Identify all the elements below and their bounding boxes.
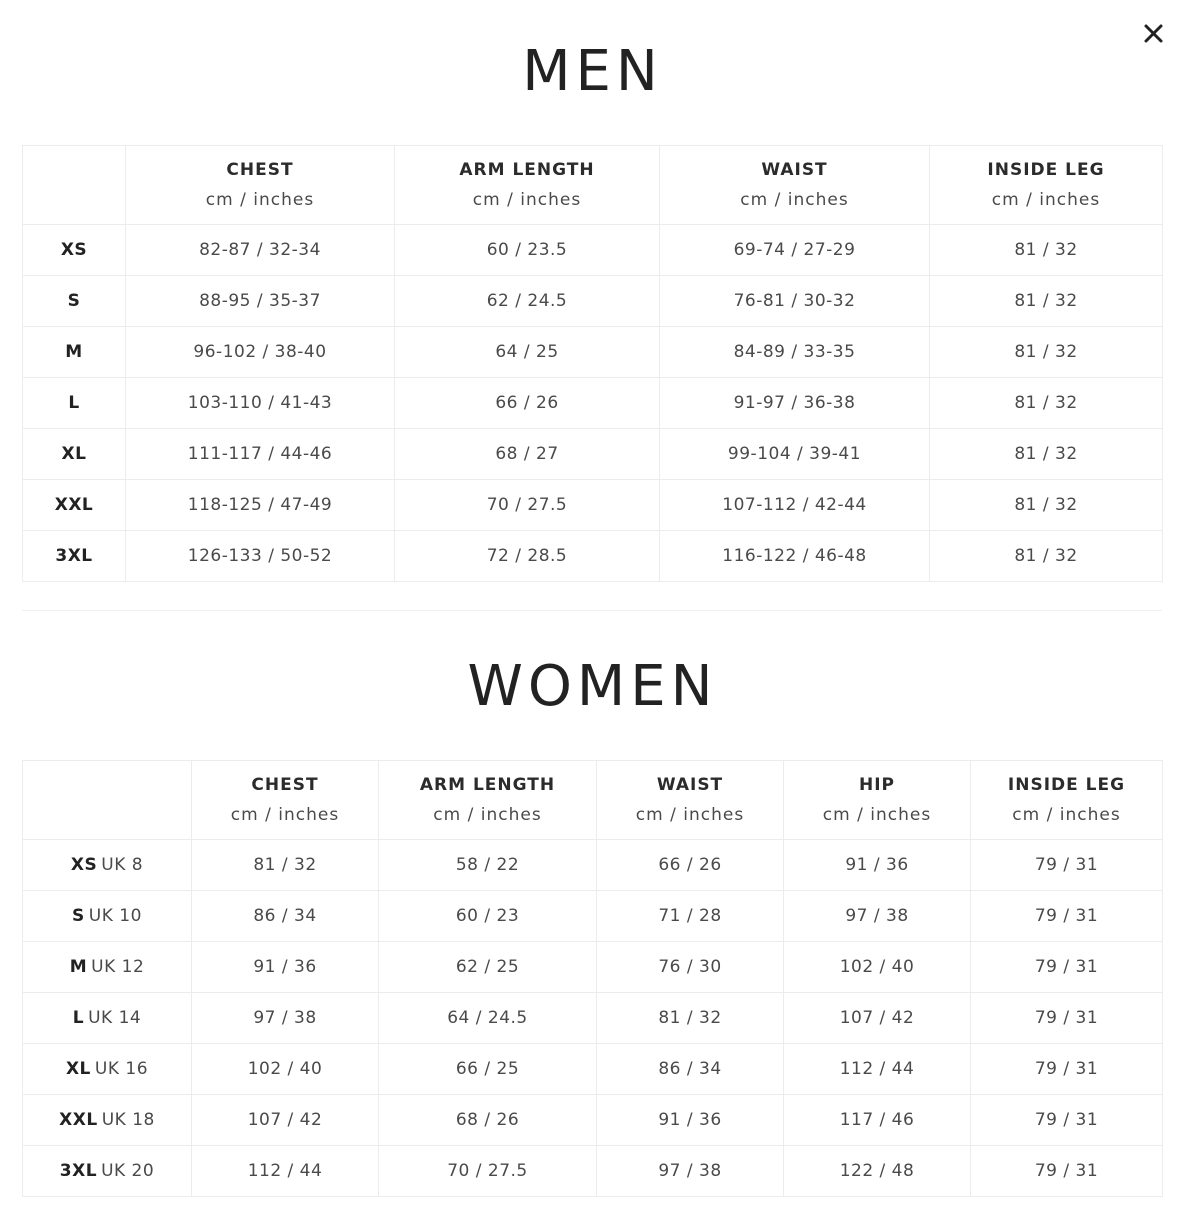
table-row xyxy=(23,225,1163,276)
men-size-table xyxy=(22,145,1163,582)
table-row xyxy=(23,276,1163,327)
size-code: XL xyxy=(61,444,87,464)
section-divider xyxy=(22,610,1162,611)
waist-value: 91-97 / 36-38 xyxy=(660,378,930,429)
size-label xyxy=(23,276,126,327)
waist-value: 107-112 / 42-44 xyxy=(660,480,930,531)
arm-length-value: 68 / 27 xyxy=(395,429,660,480)
inside-leg-value: 81 / 32 xyxy=(930,225,1163,276)
waist-value: 76-81 / 30-32 xyxy=(660,276,930,327)
women-header-hip xyxy=(784,761,971,840)
women-header-chest xyxy=(192,761,379,840)
inside-leg-value: 81 / 32 xyxy=(930,276,1163,327)
size-label xyxy=(23,1044,192,1095)
size-label xyxy=(23,480,126,531)
column-label: HIP xyxy=(858,775,895,795)
chest-value: 118-125 / 47-49 xyxy=(126,480,395,531)
size-code: 3XL xyxy=(59,1161,98,1181)
chest-value: 102 / 40 xyxy=(192,1044,379,1095)
size-code: S xyxy=(72,906,85,926)
column-unit: cm / inches xyxy=(433,805,542,825)
inside-leg-value: 81 / 32 xyxy=(930,327,1163,378)
hip-value: 122 / 48 xyxy=(784,1146,971,1197)
inside-leg-value: 79 / 31 xyxy=(971,942,1163,993)
size-label xyxy=(23,942,192,993)
waist-value: 97 / 38 xyxy=(597,1146,784,1197)
waist-value: 81 / 32 xyxy=(597,993,784,1044)
column-unit: cm / inches xyxy=(230,805,340,825)
column-unit: cm / inches xyxy=(205,190,315,210)
table-row xyxy=(23,1146,1163,1197)
table-row xyxy=(23,993,1163,1044)
chest-value: 96-102 / 38-40 xyxy=(126,327,395,378)
women-header-empty xyxy=(23,761,192,840)
arm-length-value: 70 / 27.5 xyxy=(395,480,660,531)
men-header-inside-leg xyxy=(930,146,1163,225)
size-label xyxy=(23,1095,192,1146)
arm-length-value: 70 / 27.5 xyxy=(379,1146,597,1197)
chest-value: 81 / 32 xyxy=(192,840,379,891)
hip-value: 97 / 38 xyxy=(784,891,971,942)
uk-size: UK 18 xyxy=(101,1110,155,1130)
arm-length-value: 66 / 26 xyxy=(395,378,660,429)
hip-value: 117 / 46 xyxy=(784,1095,971,1146)
men-header-row xyxy=(23,146,1163,225)
column-label: ARM LENGTH xyxy=(459,160,595,180)
uk-size: UK 10 xyxy=(88,906,142,926)
column-label: CHEST xyxy=(251,775,319,795)
men-header-chest xyxy=(126,146,395,225)
table-row xyxy=(23,840,1163,891)
inside-leg-value: 79 / 31 xyxy=(971,1146,1163,1197)
men-section-title: MEN xyxy=(522,39,663,104)
chest-value: 111-117 / 44-46 xyxy=(126,429,395,480)
hip-value: 102 / 40 xyxy=(784,942,971,993)
size-code: XL xyxy=(65,1059,91,1079)
table-row xyxy=(23,531,1163,582)
waist-value: 116-122 / 46-48 xyxy=(660,531,930,582)
chest-value: 88-95 / 35-37 xyxy=(126,276,395,327)
column-unit: cm / inches xyxy=(635,805,745,825)
waist-value: 71 / 28 xyxy=(597,891,784,942)
uk-size: UK 20 xyxy=(101,1161,155,1181)
size-code: XS xyxy=(60,240,88,260)
size-code: S xyxy=(67,291,81,311)
women-size-table xyxy=(22,760,1163,1197)
inside-leg-value: 81 / 32 xyxy=(930,429,1163,480)
size-code: XXL xyxy=(59,1110,98,1130)
inside-leg-value: 81 / 32 xyxy=(930,531,1163,582)
arm-length-value: 60 / 23.5 xyxy=(395,225,660,276)
waist-value: 91 / 36 xyxy=(597,1095,784,1146)
column-unit: cm / inches xyxy=(991,190,1101,210)
size-label xyxy=(23,225,126,276)
chest-value: 86 / 34 xyxy=(192,891,379,942)
chest-value: 103-110 / 41-43 xyxy=(126,378,395,429)
uk-size: UK 12 xyxy=(91,957,145,977)
men-header-waist xyxy=(660,146,930,225)
column-unit: cm / inches xyxy=(1012,805,1121,825)
inside-leg-value: 79 / 31 xyxy=(971,840,1163,891)
table-row xyxy=(23,891,1163,942)
size-code: XS xyxy=(70,855,98,875)
table-row xyxy=(23,942,1163,993)
chest-value: 82-87 / 32-34 xyxy=(126,225,395,276)
arm-length-value: 62 / 24.5 xyxy=(395,276,660,327)
hip-value: 91 / 36 xyxy=(784,840,971,891)
inside-leg-value: 79 / 31 xyxy=(971,1095,1163,1146)
chest-value: 112 / 44 xyxy=(192,1146,379,1197)
women-header-waist xyxy=(597,761,784,840)
arm-length-value: 64 / 25 xyxy=(395,327,660,378)
hip-value: 107 / 42 xyxy=(784,993,971,1044)
column-label: WAIST xyxy=(656,775,724,795)
arm-length-value: 68 / 26 xyxy=(379,1095,597,1146)
uk-size: UK 16 xyxy=(94,1059,149,1079)
arm-length-value: 62 / 25 xyxy=(379,942,597,993)
waist-value: 76 / 30 xyxy=(597,942,784,993)
inside-leg-value: 81 / 32 xyxy=(930,378,1163,429)
size-code: L xyxy=(72,1008,85,1028)
women-section-title: WOMEN xyxy=(467,654,718,719)
waist-value: 84-89 / 33-35 xyxy=(660,327,930,378)
waist-value: 99-104 / 39-41 xyxy=(660,429,930,480)
men-header-empty xyxy=(23,146,126,225)
inside-leg-value: 81 / 32 xyxy=(930,480,1163,531)
inside-leg-value: 79 / 31 xyxy=(971,993,1163,1044)
inside-leg-value: 79 / 31 xyxy=(971,1044,1163,1095)
size-label xyxy=(23,993,192,1044)
column-label: WAIST xyxy=(761,160,828,180)
uk-size: UK 14 xyxy=(88,1008,142,1028)
chest-value: 107 / 42 xyxy=(192,1095,379,1146)
table-row xyxy=(23,378,1163,429)
table-row xyxy=(23,1095,1163,1146)
arm-length-value: 72 / 28.5 xyxy=(395,531,660,582)
size-code: XXL xyxy=(54,495,94,515)
column-label: ARM LENGTH xyxy=(419,775,556,795)
size-label xyxy=(23,531,126,582)
size-label xyxy=(23,891,192,942)
size-code: L xyxy=(68,393,80,413)
uk-size: UK 8 xyxy=(101,855,144,875)
arm-length-value: 64 / 24.5 xyxy=(379,993,597,1044)
waist-value: 69-74 / 27-29 xyxy=(660,225,930,276)
women-header-arm-length xyxy=(379,761,597,840)
table-row xyxy=(23,429,1163,480)
column-unit: cm / inches xyxy=(740,190,849,210)
size-label xyxy=(23,1146,192,1197)
arm-length-value: 66 / 25 xyxy=(379,1044,597,1095)
inside-leg-value: 79 / 31 xyxy=(971,891,1163,942)
table-row xyxy=(23,327,1163,378)
chest-value: 126-133 / 50-52 xyxy=(126,531,395,582)
column-unit: cm / inches xyxy=(822,805,932,825)
women-header-row xyxy=(23,761,1163,840)
column-label: INSIDE LEG xyxy=(1007,775,1126,795)
waist-value: 66 / 26 xyxy=(597,840,784,891)
column-unit: cm / inches xyxy=(472,190,582,210)
table-row xyxy=(23,1044,1163,1095)
chest-value: 91 / 36 xyxy=(192,942,379,993)
size-code: M xyxy=(69,957,88,977)
hip-value: 112 / 44 xyxy=(784,1044,971,1095)
column-label: CHEST xyxy=(226,160,294,180)
size-code: M xyxy=(65,342,83,362)
column-label: INSIDE LEG xyxy=(987,160,1105,180)
arm-length-value: 58 / 22 xyxy=(379,840,597,891)
size-code: 3XL xyxy=(55,546,93,566)
men-header-arm-length xyxy=(395,146,660,225)
arm-length-value: 60 / 23 xyxy=(379,891,597,942)
chest-value: 97 / 38 xyxy=(192,993,379,1044)
size-label xyxy=(23,840,192,891)
table-row xyxy=(23,480,1163,531)
size-label xyxy=(23,327,126,378)
waist-value: 86 / 34 xyxy=(597,1044,784,1095)
size-label xyxy=(23,429,126,480)
women-header-inside-leg xyxy=(971,761,1163,840)
size-label xyxy=(23,378,126,429)
